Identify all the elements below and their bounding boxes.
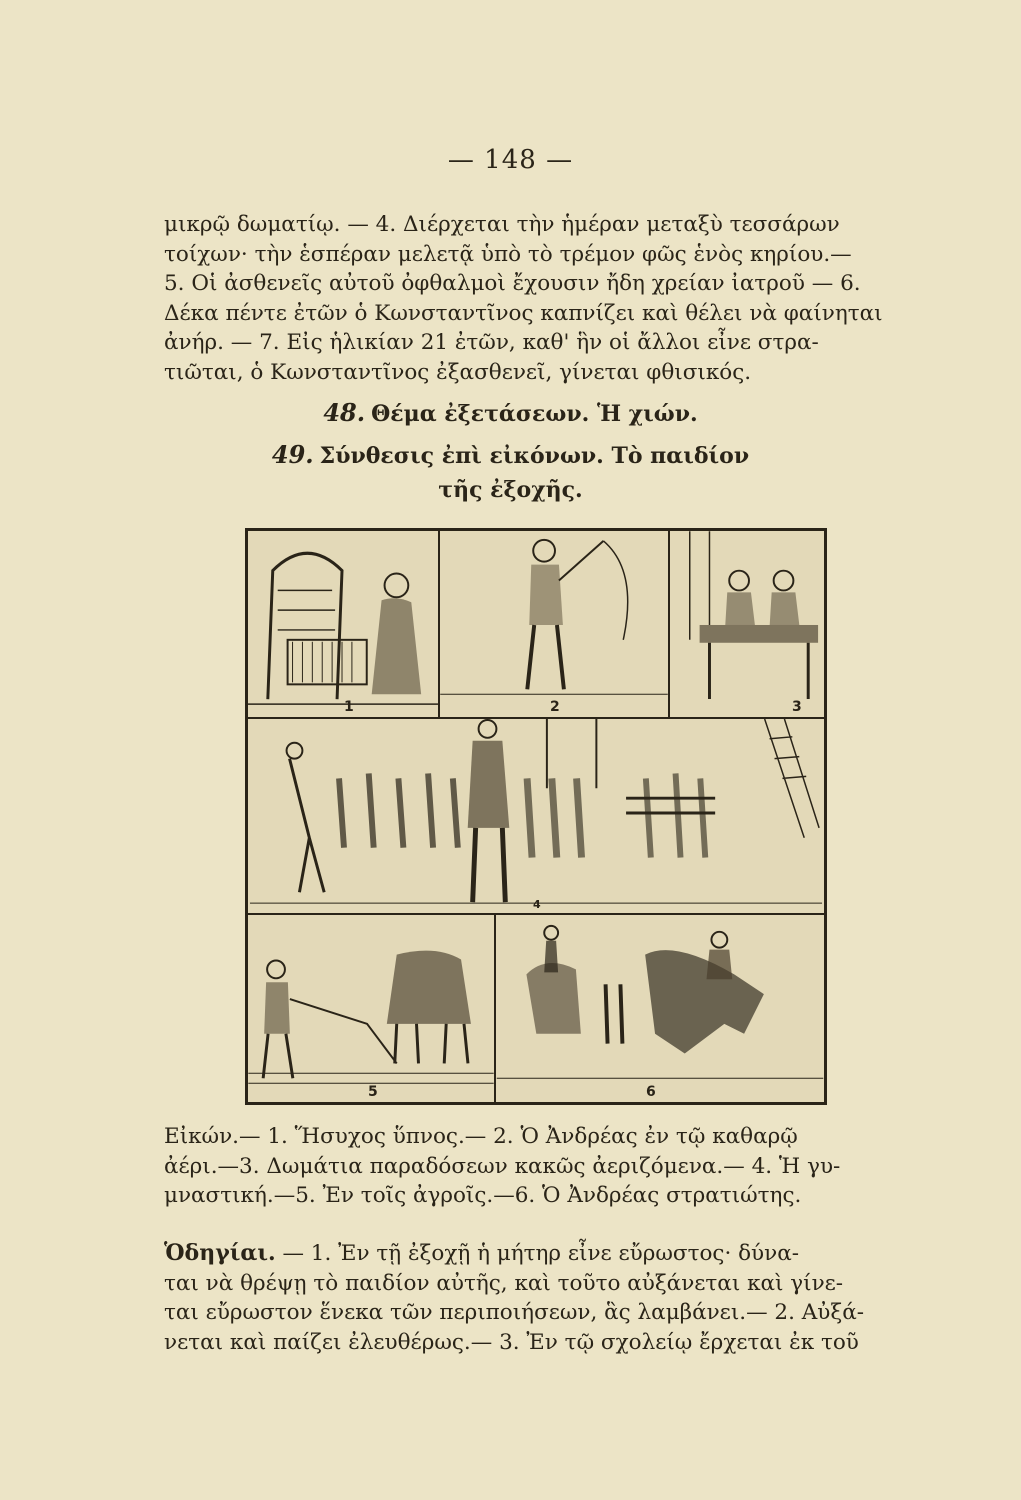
cradle-scene-drawing	[248, 531, 438, 717]
text-line: Δέκα πέντε ἐτῶν ὁ Κωνσταντῖνος καπνίζει καὶ θέλει νὰ φαίνηται	[164, 300, 883, 326]
panel-number: 2	[550, 699, 560, 715]
paragraph-top	[164, 210, 900, 387]
illustration-andreas-outdoors	[439, 530, 669, 718]
cavalry-drawing	[496, 915, 824, 1102]
panel-number: 1	[344, 699, 354, 715]
figure-captions	[164, 1122, 900, 1211]
instructions-paragraph	[164, 1239, 900, 1357]
lesson-heading-48	[0, 398, 1021, 427]
panel-number: 5	[368, 1084, 378, 1100]
text-line: ἀέρι.—3. Δωμάτια παραδόσεων κακῶς ἀεριζόμενα.— 4. Ἡ γυ-	[164, 1153, 841, 1179]
panel-number: 4	[533, 898, 541, 911]
lesson-number: 49.	[271, 440, 314, 469]
instructions-lead: Ὁδηγίαι.	[164, 1240, 276, 1266]
illustration-gymnastics	[247, 718, 825, 914]
gymnastics-drawing	[248, 719, 824, 913]
text-line: ται εὔρωστον ἕνεκα τῶν περιποιήσεων, ἃς λαμβάνει.— 2. Αὐξά-	[164, 1300, 864, 1325]
text-line: μναστική.—5. Ἐν τοῖς ἀγροῖς.—6. Ὁ Ἀνδρέας στρατιώτης.	[164, 1183, 802, 1208]
text-line: Εἰκών.— 1. Ἥσυχος ὕπνος.— 2. Ὁ Ἀνδρέας ἐν τῷ καθαρῷ	[164, 1124, 798, 1149]
boy-with-whip-drawing	[440, 531, 668, 717]
text-line: ἀνήρ. — 7. Εἰς ἡλικίαν 21 ἐτῶν, καθ' ἣν οἱ ἄλλοι εἶνε στρα-	[164, 330, 819, 355]
text-line: — 1. Ἐν τῇ ἐξοχῇ ἡ μήτηρ εἶνε εὔρωστος· δύνα-	[275, 1241, 799, 1266]
lesson-number: 48.	[323, 398, 366, 427]
panel-number: 6	[646, 1084, 656, 1100]
text-line: τοίχων· τὴν ἑσπέραν μελετᾷ ὑπὸ τὸ τρέμον φῶς ἑνὸς κηρίου.—	[164, 241, 852, 267]
classroom-drawing	[670, 531, 824, 717]
text-line: ται νὰ θρέψῃ τὸ παιδίον αὐτῆς, καὶ τοῦτο αὐξάνεται καὶ γίνε-	[164, 1270, 844, 1296]
lesson-title: Θέμα ἐξετάσεων. Ἡ χιών.	[371, 401, 698, 427]
panel-number: 3	[792, 699, 802, 715]
illustration-classroom	[669, 530, 825, 718]
text-line: τιῶται, ὁ Κωνσταντῖνος ἐξασθενεῖ, γίνεται φθισικός.	[164, 359, 752, 385]
lesson-title-cont: τῆς ἐξοχῆς.	[438, 477, 583, 503]
page-number: — 148 —	[447, 145, 574, 175]
illustration-plate	[245, 528, 827, 1105]
lesson-heading-49	[0, 438, 1021, 507]
illustration-fields	[247, 914, 495, 1103]
text-line: μικρῷ δωματίῳ. — 4. Διέρχεται τὴν ἡμέραν μεταξὺ τεσσάρων	[164, 212, 840, 237]
illustration-soldier	[495, 914, 825, 1103]
illustration-sleeping-child	[247, 530, 439, 718]
lesson-title: Σύνθεσις ἐπὶ εἰκόνων. Τὸ παιδίον	[319, 443, 750, 469]
text-line: 5. Οἱ ἀσθενεῖς αὐτοῦ ὀφθαλμοὶ ἔχουσιν ἤδη χρείαν ἰατροῦ — 6.	[164, 271, 861, 296]
ploughing-drawing	[248, 915, 494, 1102]
text-line: νεται καὶ παίζει ἐλευθέρως.— 3. Ἐν τῷ σχολείῳ ἔρχεται ἐκ τοῦ	[164, 1329, 859, 1355]
